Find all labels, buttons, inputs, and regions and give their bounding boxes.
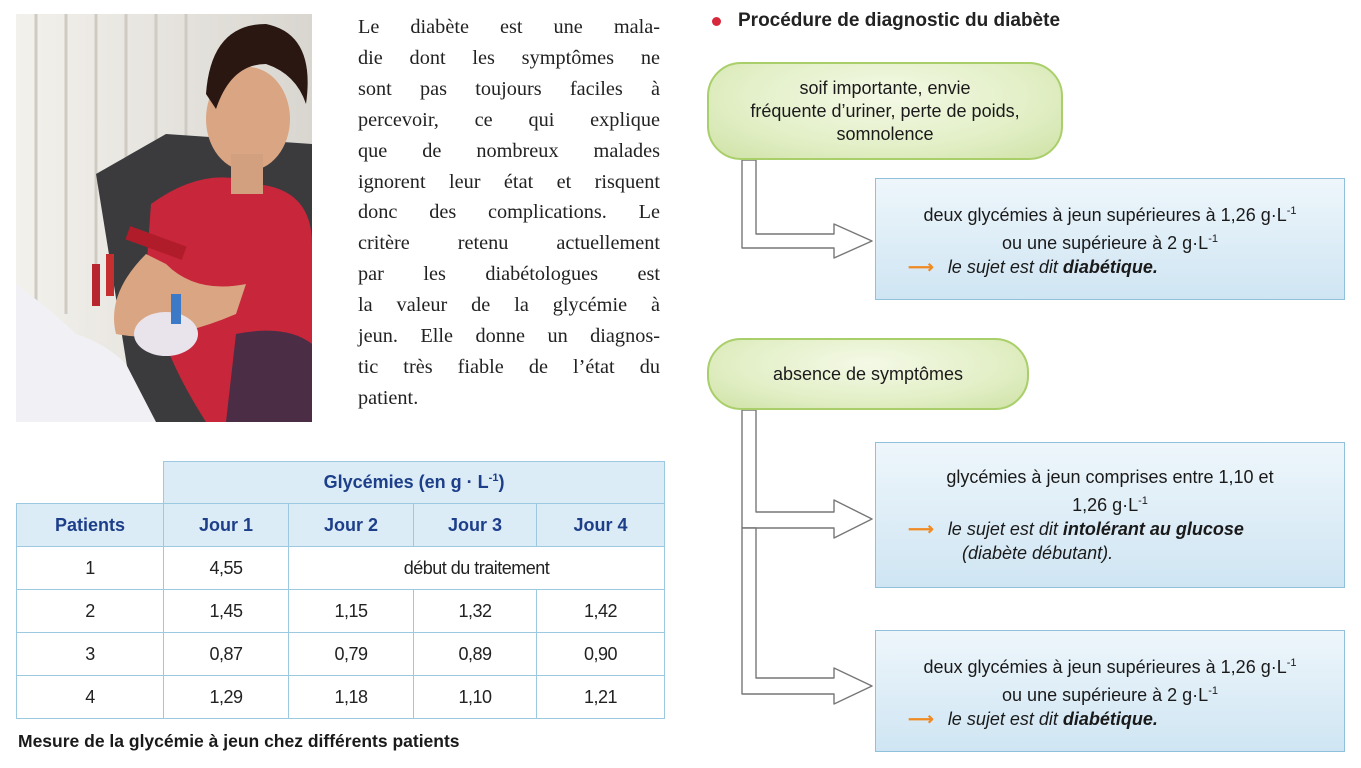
paragraph-line: donc des complications. Le xyxy=(358,201,660,224)
value-cell: 1,42 xyxy=(537,590,665,633)
arrow-right-icon: ⟶ xyxy=(908,709,934,729)
arrow-right-icon: ⟶ xyxy=(908,257,934,277)
conclusion-line: ⟶ le sujet est dit intolérant au glucose xyxy=(908,519,1244,539)
conclusion-line: ⟶ le sujet est dit diabétique. xyxy=(908,709,1158,729)
criterion-line: deux glycémies à jeun supérieures à 1,26 $g\cdot L^{-1}$ xyxy=(923,205,1297,225)
flow-arrow xyxy=(742,410,872,538)
table-row xyxy=(17,676,665,719)
diagnosis-intolerant-box xyxy=(875,442,1345,588)
paragraph-line: Le diabète est une mala- xyxy=(358,16,660,38)
symptoms-line: somnolence xyxy=(836,123,934,144)
day-header: Jour 4 xyxy=(537,504,665,547)
value-cell: 1,15 xyxy=(289,590,414,633)
glycemia-group-header: Glycémies (en $g \cdot L^{-1}$) xyxy=(164,462,665,504)
table-row xyxy=(17,590,665,633)
blood-test-photo xyxy=(16,14,312,422)
criterion-line: ou une supérieure à 2 $g\cdot L^{-1}$ xyxy=(1002,233,1218,253)
criterion-line: glycémies à jeun comprises entre 1,10 et xyxy=(946,467,1274,487)
value-cell: 1,21 xyxy=(537,676,665,719)
paragraph-line: que de nombreux malades xyxy=(358,139,660,162)
value-cell: 1,32 xyxy=(414,590,537,633)
symptoms-box xyxy=(707,62,1063,160)
criterion-line: ou une supérieure à 2 $g\cdot L^{-1}$ xyxy=(1002,685,1218,705)
arrow-right-icon: ⟶ xyxy=(908,519,934,539)
paragraph-line: die dont les symptômes ne xyxy=(358,46,660,69)
glycemia-table xyxy=(16,461,665,719)
diagnosis-diabetic-box-1 xyxy=(875,178,1345,300)
value-cell: 0,87 xyxy=(164,633,289,676)
value-cell: 0,89 xyxy=(414,633,537,676)
flow-arrow xyxy=(742,160,872,258)
value-cell: 1,18 xyxy=(289,676,414,719)
value-cell: 4,55 xyxy=(164,547,289,590)
paragraph-line: jeun. Elle donne un diagnos- xyxy=(358,325,660,348)
paragraph-line: critère retenu actuellement xyxy=(358,232,660,255)
table-row xyxy=(17,633,665,676)
value-cell: 0,90 xyxy=(537,633,665,676)
paragraph-line: percevoir, ce qui explique xyxy=(358,108,660,131)
paragraph-line: patient. xyxy=(358,386,419,409)
patient-cell: 3 xyxy=(17,633,164,676)
table-row xyxy=(17,547,665,590)
value-cell: 1,10 xyxy=(414,676,537,719)
patient-cell: 1 xyxy=(17,547,164,590)
table-caption: Mesure de la glycémie à jeun chez différents patients xyxy=(18,731,460,751)
criterion-line: deux glycémies à jeun supérieures à 1,26 $g\cdot L^{-1}$ xyxy=(923,657,1297,677)
patient-cell: 2 xyxy=(17,590,164,633)
criterion-line: 1,26 $g\cdot L^{-1}$ xyxy=(1072,495,1148,515)
conclusion-line: ⟶ le sujet est dit diabétique. xyxy=(908,257,1158,277)
patients-header: Patients xyxy=(17,504,164,547)
absence-symptoms-box xyxy=(707,338,1029,410)
paragraph-line: la valeur de la glycémie à xyxy=(358,294,660,317)
day-header: Jour 1 xyxy=(164,504,289,547)
table-corner xyxy=(17,462,164,504)
value-cell: 1,29 xyxy=(164,676,289,719)
paragraph-line: sont pas toujours faciles à xyxy=(358,77,660,100)
day-header: Jour 3 xyxy=(414,504,537,547)
paragraph-line: tic très fiable de l’état du xyxy=(358,355,660,378)
symptoms-line: fréquente d’uriner, perte de poids, xyxy=(750,100,1020,121)
flow-arrow xyxy=(742,528,872,704)
treatment-note-cell: début du traitement xyxy=(289,547,665,590)
paragraph-line: ignorent leur état et risquent xyxy=(358,170,660,193)
procedure-title: Procédure de diagnostic du diabète xyxy=(738,10,1061,31)
paragraph-line: par les diabétologues est xyxy=(358,263,660,286)
value-cell: 0,79 xyxy=(289,633,414,676)
value-cell: 1,45 xyxy=(164,590,289,633)
diagnosis-diabetic-box-2 xyxy=(875,630,1345,752)
conclusion-line-2: (diabète débutant). xyxy=(962,543,1114,563)
absence-label: absence de symptômes xyxy=(772,363,964,384)
patient-cell: 4 xyxy=(17,676,164,719)
intro-paragraph xyxy=(358,12,660,414)
symptoms-line: soif importante, envie xyxy=(799,77,971,98)
day-header: Jour 2 xyxy=(289,504,414,547)
